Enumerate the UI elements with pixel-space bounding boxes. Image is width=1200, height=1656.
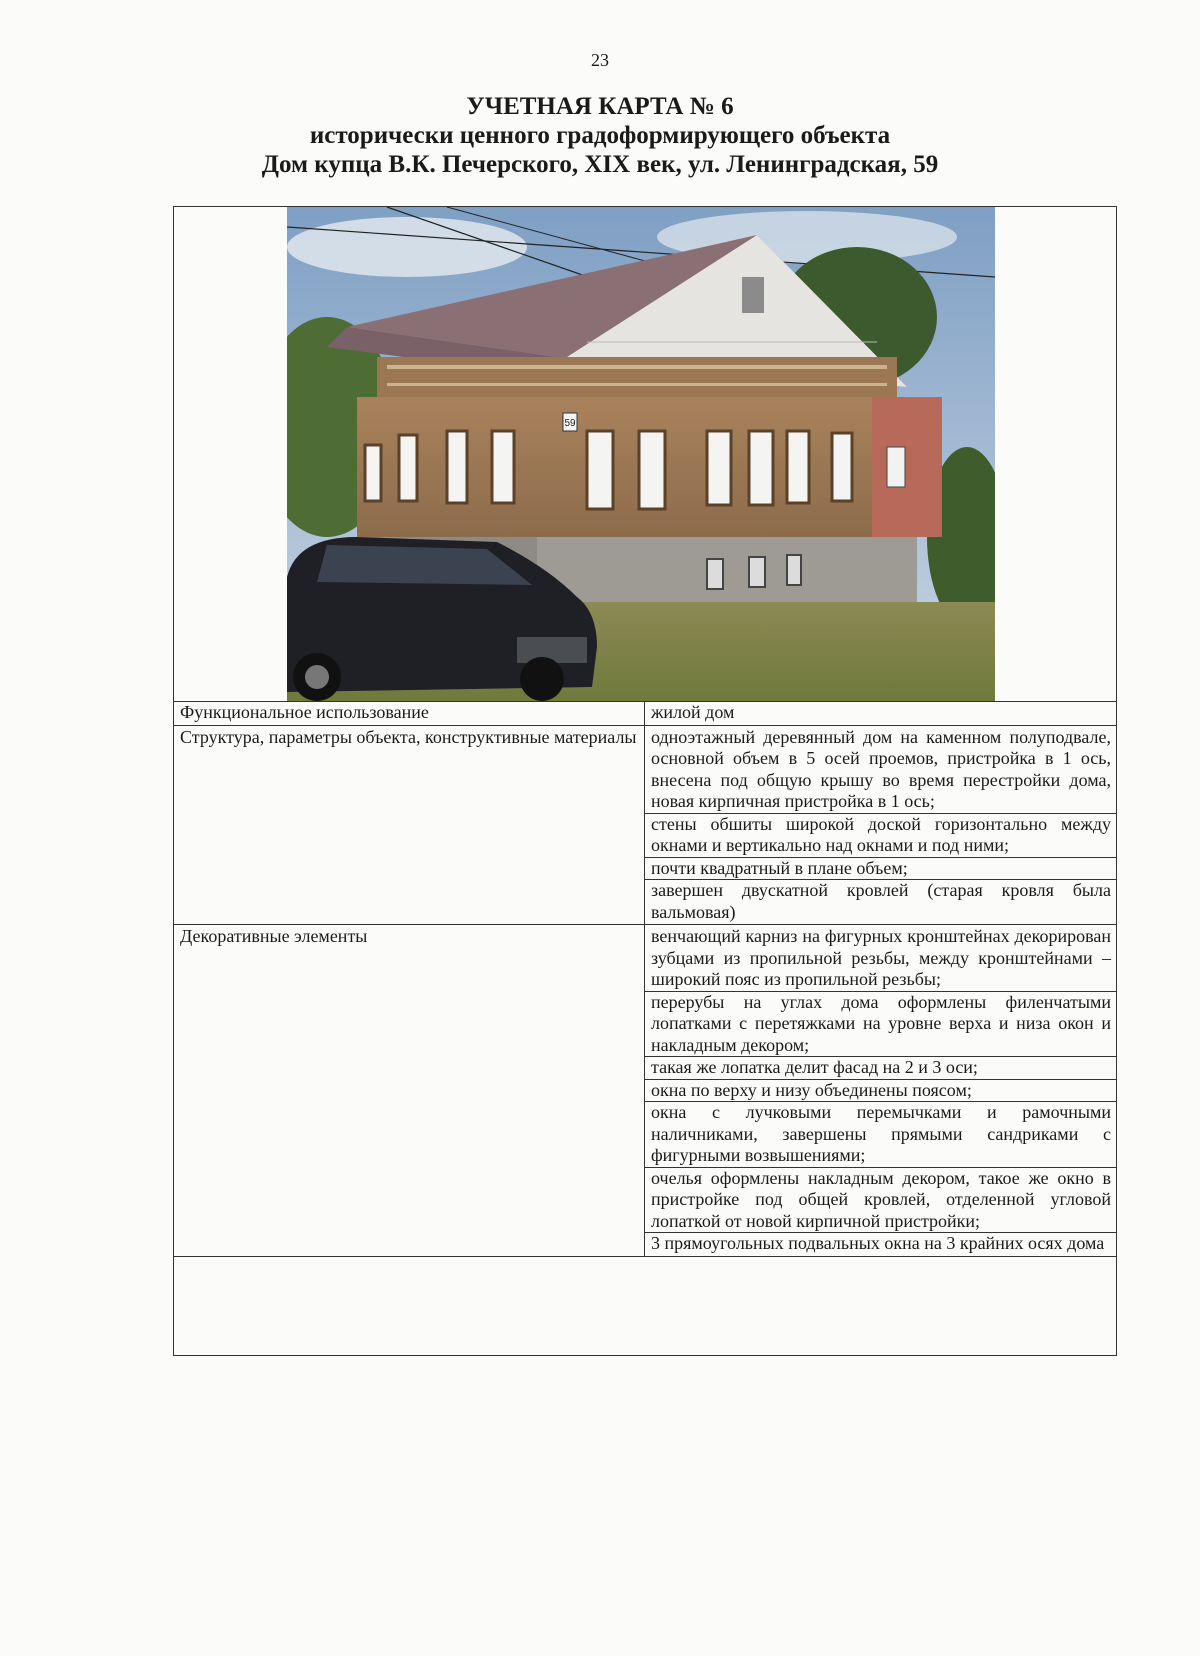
- value-line: очелья оформлены накладным декором, такое же окно в пристройке под общей кровлей, отделенной угловой лопаткой от новой кирпичной пристройки;: [645, 1167, 1116, 1233]
- photo-cell: [174, 207, 1116, 702]
- window-4: [492, 431, 514, 503]
- value-line: такая же лопатка делит фасад на 2 и 3 оси;: [645, 1056, 1116, 1079]
- title-line-1: УЧЕТНАЯ КАРТА № 6: [466, 93, 734, 120]
- window-2: [399, 435, 417, 501]
- gable-vent: [742, 277, 764, 313]
- value-line: жилой дом: [651, 702, 735, 722]
- house-number-text: 59: [564, 418, 576, 429]
- title-line-2: исторически ценного градоформирующего объекта: [309, 122, 891, 149]
- value-line: 3 прямоугольных подвальных окна на 3 крайних осях дома: [645, 1232, 1116, 1255]
- value-line: стены обшиты широкой доской горизонтально между окнами и вертикально над окнами и под ними;: [645, 813, 1116, 857]
- cornice: [377, 357, 897, 397]
- row-value: [645, 701, 1117, 725]
- value-line: окна по верху и низу объединены поясом;: [645, 1079, 1116, 1102]
- window-1: [365, 445, 381, 501]
- page-number: 23: [591, 50, 609, 70]
- row-value: [645, 925, 1117, 1257]
- value-line: окна с лучковыми перемычками и рамочными наличниками, завершены прямыми сандриками с фигурными возвышениями;: [645, 1101, 1116, 1167]
- row-label: Декоративные элементы: [174, 925, 645, 1257]
- row-label: Функциональное использование: [174, 701, 645, 725]
- document-title: [0, 92, 1200, 179]
- value-line: завершен двускатной кровлей (старая кровля была вальмовая): [645, 879, 1116, 923]
- window-7: [707, 431, 731, 505]
- info-table: [174, 701, 1116, 1257]
- window-5: [587, 431, 613, 509]
- value-line: одноэтажный деревянный дом на каменном полуподвале, основной объем в 5 осей проемов, пристройка в 1 ось, внесена под общую крышу во время перестройки дома, новая кирпичная пристройка в 1 ось;: [651, 726, 1111, 811]
- window-8: [749, 431, 773, 505]
- basement-window-2: [749, 557, 765, 587]
- record-card: [173, 206, 1117, 1356]
- window-3: [447, 431, 467, 503]
- window-6: [639, 431, 665, 509]
- brick-extension: [872, 397, 942, 537]
- table-row: [174, 701, 1116, 725]
- basement-window-1: [707, 559, 723, 589]
- window-10: [832, 433, 852, 501]
- table-row: [174, 925, 1116, 1257]
- title-line-3: Дом купца В.К. Печерского, XIX век, ул. Ленинградская, 59: [261, 151, 939, 178]
- row-value: [645, 725, 1117, 925]
- value-line: почти квадратный в плане объем;: [645, 857, 1116, 880]
- value-line: перерубы на углах дома оформлены филенчатыми лопатками с перетяжками на уровне верха и низа окон и накладным декором;: [645, 991, 1116, 1057]
- basement-window-3: [787, 555, 801, 585]
- row-label: Структура, параметры объекта, конструктивные материалы: [174, 725, 645, 925]
- table-row: [174, 725, 1116, 925]
- window-9: [787, 431, 809, 503]
- house-photo: [287, 207, 995, 701]
- value-line: венчающий карниз на фигурных кронштейнах декорирован зубцами из пропильной резьбы, между кронштейнами – широкий пояс из пропильной резьбы;: [651, 926, 1111, 989]
